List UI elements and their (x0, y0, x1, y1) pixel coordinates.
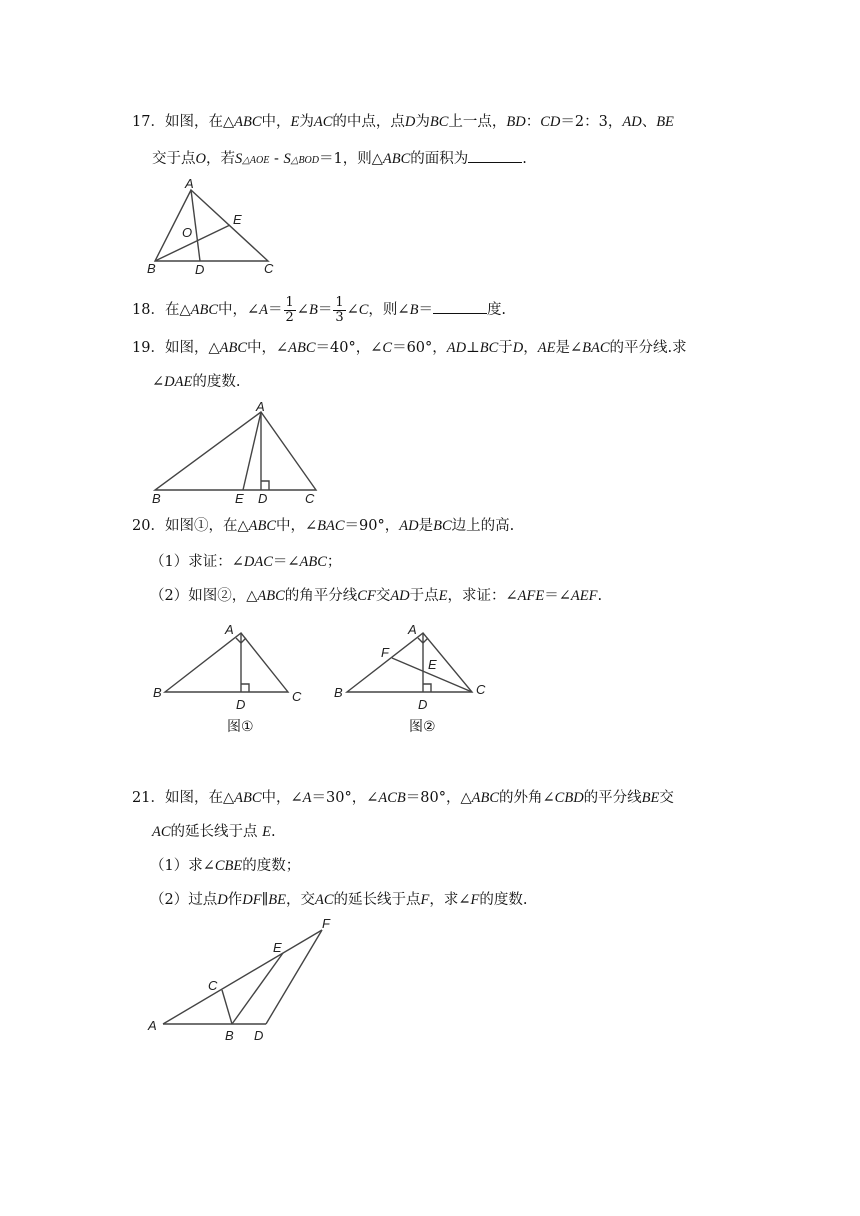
label-B: B (152, 491, 161, 506)
label-E: E (235, 491, 244, 506)
label-C: C (264, 261, 274, 276)
label-A: A (148, 1018, 157, 1033)
label-C: C (476, 682, 486, 697)
q20-part-2: （2）如图②，△ABC的角平分线CF交AD于点E，求证：∠AFE＝∠AEF. (150, 588, 603, 604)
label-E: E (428, 657, 437, 672)
label-F: F (322, 916, 330, 931)
fraction-half: $\frac{1}{2}$ (285, 294, 294, 325)
label-O: O (182, 225, 193, 240)
label-A: A (185, 176, 194, 191)
label-A: A (256, 399, 265, 414)
q20-part-1: （1）求证：∠DAC＝∠ABC； (150, 554, 342, 570)
label-A: A (225, 622, 234, 637)
q19-line-2: ∠DAE的度数. (152, 374, 241, 390)
label-E: E (273, 940, 282, 955)
label-B: B (147, 261, 156, 276)
figure-1-caption: 图① (227, 719, 254, 735)
label-D: D (258, 491, 268, 506)
label-C: C (305, 491, 315, 506)
label-C: C (292, 689, 302, 704)
label-D: D (195, 262, 205, 277)
q17-line-2: 交于点O，若S△AOE - S△BOD＝1，则△ABC的面积为 . (152, 148, 527, 171)
q20-line-1: 20．如图①，在△ABC中，∠BAC＝90°，AD是BC边上的高. (132, 518, 515, 534)
q21-part-2: （2）过点D作DF∥BE，交AC的延长线于点F，求∠F的度数. (150, 892, 528, 908)
label-C: C (208, 978, 218, 993)
label-E: E (233, 212, 242, 227)
label-B: B (225, 1028, 234, 1043)
q21-part-1: （1）求∠CBE的度数； (150, 858, 301, 874)
figure-2-caption: 图② (409, 719, 436, 735)
q18-line: 18．在△ABC中，∠A＝ $\frac{1}{2}$ ∠B＝ $\frac{1}{3}$ ∠C，则∠B＝ 度. (132, 294, 507, 325)
q21-line-2: AC的延长线于点 E. (152, 824, 276, 840)
label-B: B (153, 685, 162, 700)
q17-line-1: 17．如图，在△ABC中，E为AC的中点，点D为BC上一点，BD：CD＝2：3，AD、BE (132, 114, 674, 130)
label-D: D (418, 697, 428, 712)
label-A: A (408, 622, 417, 637)
label-B: B (334, 685, 343, 700)
q21-line-1: 21．如图，在△ABC中，∠A＝30°，∠ACB＝80°，△ABC的外角∠CBD的平分线BE交 (132, 790, 674, 806)
fraction-third: $\frac{1}{3}$ (335, 294, 344, 325)
q19-line-1: 19．如图，△ABC中，∠ABC＝40°，∠C＝60°，AD⊥BC于D，AE是∠BAC的平分线.求 (132, 340, 687, 356)
label-D: D (236, 697, 246, 712)
label-D: D (254, 1028, 264, 1043)
label-F: F (381, 645, 389, 660)
